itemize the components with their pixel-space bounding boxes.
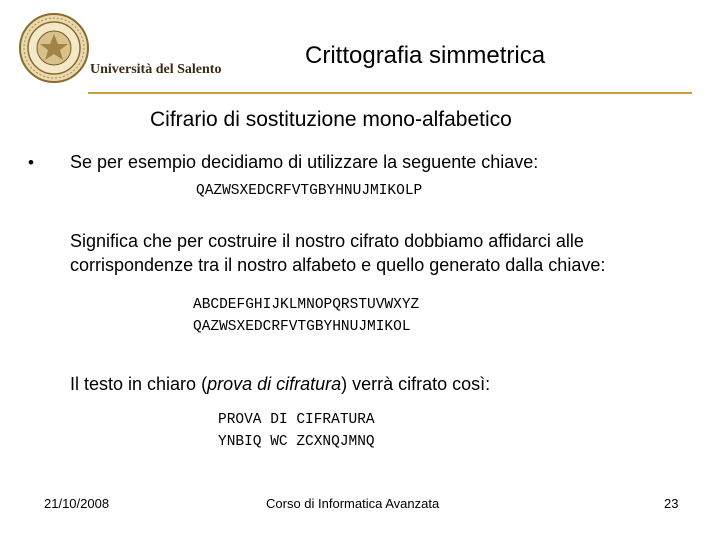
university-logo-text: Università del Salento <box>90 62 222 77</box>
example-paragraph-after: ) verrà cifrato così: <box>341 374 491 394</box>
example-paragraph-before: Il testo in chiaro ( <box>70 374 208 394</box>
footer-page-number: 23 <box>664 496 679 511</box>
slide-subtitle: Cifrario di sostituzione mono-alfabetico <box>150 108 512 131</box>
explanation-paragraph: Significa che per costruire il nostro cifrato dobbiamo affidarci alle corrispondenze tra il nostro alfabeto e quello generato dalla chiave: <box>70 231 606 275</box>
bullet-marker: • <box>28 153 34 172</box>
footer-date: 21/10/2008 <box>44 496 110 511</box>
example-plaintext: PROVA DI CIFRATURA <box>218 412 375 428</box>
slide-title: Crittografia simmetrica <box>305 42 546 69</box>
example-ciphertext: YNBIQ WC ZCXNQJMNQ <box>218 434 375 450</box>
cipher-key: QAZWSXEDCRFVTGBYHNUJMIKOLP <box>196 183 423 199</box>
footer-course: Corso di Informatica Avanzata <box>266 496 440 511</box>
bullet-text: Se per esempio decidiamo di utilizzare la seguente chiave: <box>70 152 539 172</box>
university-seal-icon <box>18 12 90 84</box>
example-paragraph <box>70 374 490 395</box>
cipher-alphabet: QAZWSXEDCRFVTGBYHNUJMIKOL <box>193 319 411 335</box>
example-paragraph-italic: prova di cifratura <box>207 374 342 394</box>
title-divider <box>88 92 692 94</box>
plain-alphabet: ABCDEFGHIJKLMNOPQRSTUVWXYZ <box>193 297 420 313</box>
